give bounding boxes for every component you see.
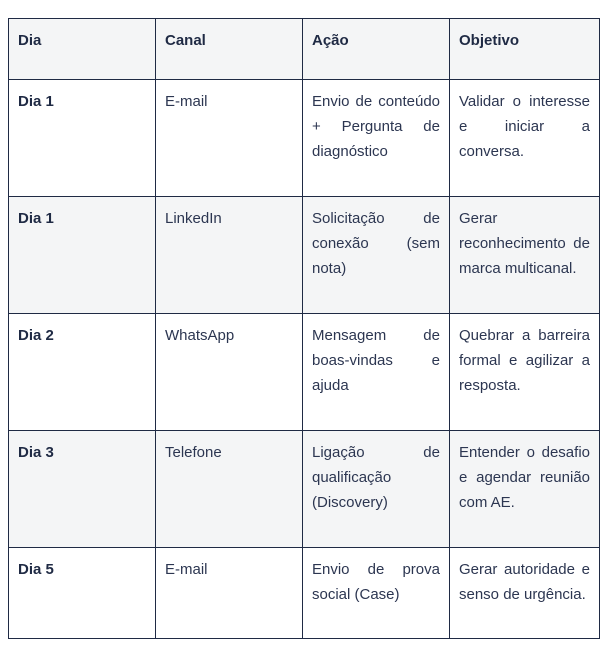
cell-canal: WhatsApp (156, 314, 303, 431)
table-row (9, 431, 600, 548)
cell-objetivo: Gerar autoridade e senso de urgência. (450, 548, 600, 639)
header-acao: Ação (303, 19, 450, 80)
cell-dia: Dia 3 (9, 431, 156, 548)
cell-acao: Envio de conteúdo + Pergunta de diagnóstico (303, 80, 450, 197)
cell-canal: E-mail (156, 548, 303, 639)
header-dia: Dia (9, 19, 156, 80)
cell-acao: Solicitação de conexão (sem nota) (303, 197, 450, 314)
cell-acao: Envio de prova social (Case) (303, 548, 450, 639)
table-row (9, 548, 600, 639)
cell-objetivo: Gerar reconhecimento de marca multicanal. (450, 197, 600, 314)
cell-objetivo: Validar o interesse e iniciar a conversa. (450, 80, 600, 197)
cell-canal: E-mail (156, 80, 303, 197)
table-row (9, 80, 600, 197)
cell-dia: Dia 1 (9, 197, 156, 314)
cell-objetivo: Entender o desafio e agendar reunião com AE. (450, 431, 600, 548)
table-row (9, 197, 600, 314)
table-row (9, 314, 600, 431)
header-objetivo: Objetivo (450, 19, 600, 80)
cadence-table (8, 18, 600, 639)
cell-dia: Dia 1 (9, 80, 156, 197)
cell-dia: Dia 2 (9, 314, 156, 431)
cell-canal: LinkedIn (156, 197, 303, 314)
header-canal: Canal (156, 19, 303, 80)
table-header-row (9, 19, 600, 80)
cell-acao: Ligação de qualificação (Discovery) (303, 431, 450, 548)
cell-objetivo: Quebrar a barreira formal e agilizar a resposta. (450, 314, 600, 431)
cell-canal: Telefone (156, 431, 303, 548)
cell-acao: Mensagem de boas-vindas e ajuda (303, 314, 450, 431)
cell-dia: Dia 5 (9, 548, 156, 639)
